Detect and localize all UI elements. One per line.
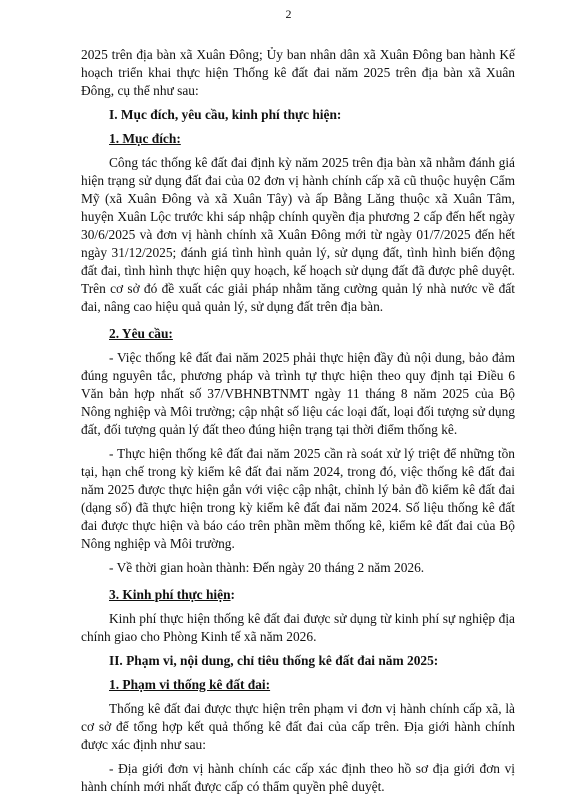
subheading-pham-vi-label: 1. Phạm vi thống kê đất đai: — [109, 677, 271, 692]
muc-dich-paragraph: Công tác thống kê đất đai định kỳ năm 2025 trên địa bàn xã nhằm đánh giá hiện trạng sử dụng đất đai của 02 đơn vị hành chính cấp xã cũ thuộc huyện Cẩm Mỹ (xã Xuân Đông và xã Xuân Tây) và ấp Bằng Lăng thuộc xã Xuân Tâm, huyện Xuân Lộc trước khi sáp nhập chính quyền địa phương 2 cấp đến hết ngày 30/6/2025 và đơn vị hành chính xã Xuân Đông mới từ ngày 01/7/2025 đến hết ngày 31/12/2025; đánh giá tình hình quản lý, sử dụng đất, tình hình biến động đất đai, tình hình thực hiện quy hoạch, kế hoạch sử dụng đất đã được phê duyệt. Trên cơ sở đó đề xuất các giải pháp nhằm tăng cường quản lý nhà nước về đất đai, nâng cao hiệu quả quản lý, sử dụng đất trên địa bàn. — [81, 155, 515, 314]
subheading-yeu-cau-label: 2. Yêu cầu: — [109, 326, 173, 341]
subheading-pham-vi — [81, 676, 515, 694]
pham-vi-paragraph: Thống kê đất đai được thực hiện trên phạm vi đơn vị hành chính cấp xã, là cơ sở để tổng hợp kết quả thống kê đất đai của cấp trên. Địa giới hành chính được xác định như sau: — [81, 701, 515, 752]
subheading-yeu-cau — [81, 325, 515, 343]
document-body — [81, 46, 515, 796]
kinh-phi-paragraph: Kinh phí thực hiện thống kê đất đai được sử dụng từ kinh phí sự nghiệp địa chính giao cho Phòng Kinh tế xã năm 2026. — [81, 611, 515, 644]
section-heading-1: I. Mục đích, yêu cầu, kinh phí thực hiện: — [109, 107, 342, 122]
intro-paragraph: 2025 trên địa bàn xã Xuân Đông; Ủy ban nhân dân xã Xuân Đông ban hành Kế hoạch triển khai thực hiện Thống kê đất đai năm 2025 trên địa bàn xã Xuân Đông, cụ thể như sau: — [81, 47, 515, 98]
subheading-kinh-phi-colon: : — [230, 587, 235, 602]
subheading-kinh-phi — [81, 586, 515, 604]
subheading-kinh-phi-label: 3. Kinh phí thực hiện — [109, 587, 231, 602]
yeu-cau-item-2: - Thực hiện thống kê đất đai năm 2025 cần rà soát xử lý triệt để những tồn tại, hạn chế trong kỳ kiểm kê đất đai năm 2024, trong đó, việc thống kê đất đai năm 2025 được thực hiện gắn với việc cập nhật, chỉnh lý bản đồ kiểm kê đất đai (dạng số) đã thực hiện trong kỳ kiểm kê đất đai năm 2024. Số liệu thống kê đất đai được thực hiện và báo cáo trên phần mềm thống kê, kiểm kê đất đai của Bộ Nông nghiệp và Môi trường. — [81, 446, 515, 551]
dia-gioi-item: - Địa giới đơn vị hành chính các cấp xác định theo hồ sơ địa giới đơn vị hành chính mới nhất được cấp có thẩm quyền phê duyệt. — [81, 761, 515, 794]
yeu-cau-item-3: - Về thời gian hoàn thành: Đến ngày 20 tháng 2 năm 2026. — [109, 560, 425, 575]
subheading-muc-dich — [81, 130, 515, 148]
subheading-muc-dich-label: 1. Mục đích: — [109, 131, 181, 146]
page-number: 2 — [285, 7, 292, 21]
section-heading-2: II. Phạm vi, nội dung, chỉ tiêu thống kê đất đai năm 2025: — [109, 653, 439, 668]
yeu-cau-item-1: - Việc thống kê đất đai năm 2025 phải thực hiện đầy đủ nội dung, bảo đảm đúng nguyên tắc, phương pháp và trình tự thực hiện theo quy định tại Điều 6 Văn bản hợp nhất số 37/VBHNBTNMT ngày 11 tháng 8 năm 2025 của Bộ Nông nghiệp và Môi trường; cập nhật số liệu các loại đất, loại đối tượng sử dụng đất, đối tượng quản lý đất theo đúng hiện trạng tại thời điểm thống kê. — [81, 350, 515, 437]
